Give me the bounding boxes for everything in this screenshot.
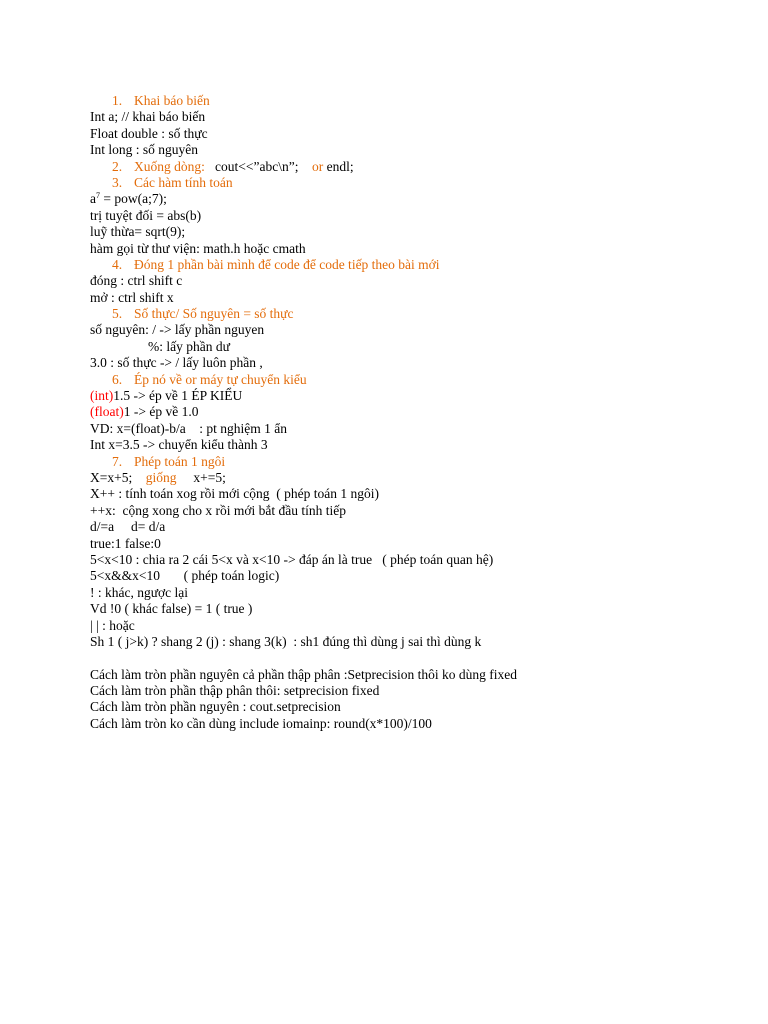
text-line: Vd !0 ( khác false) = 1 ( true ) [90,601,253,617]
expr-left: X=x+5; [90,469,133,485]
section-title: Ép nó về or máy tự chuyển kiểu [134,371,307,387]
section-heading-1 [90,93,730,109]
section-title: Phép toán 1 ngôi [134,453,226,469]
power-base: a [90,191,96,207]
text-line: hàm gọi từ thư viện: math.h hoặc cmath [90,240,306,256]
section-heading-4 [90,257,730,273]
rounding-note: Cách làm tròn ko cần dùng include iomainp: round(x*100)/100 [90,715,432,731]
text-line: 3.0 : số thực -> / lấy luôn phần , [90,355,263,371]
rounding-note: Cách làm tròn phần nguyên cả phần thập phân :Setprecision thôi ko dùng fixed [90,666,518,682]
same-word: giống [145,469,177,485]
code-snippet: cout<<”abc\n”; [215,158,299,174]
text-line: %: lấy phần dư [148,338,230,354]
cast-float-text: 1 -> ép về 1.0 [123,404,199,420]
cast-int-tag: (int) [90,388,114,404]
section-number: 7. [112,453,123,469]
text-line: Float double : số thực [90,125,208,141]
text-line: luỹ thừa= sqrt(9); [90,224,186,240]
section-number: 4. [112,256,123,272]
section-number: 2. [112,158,123,174]
text-line [90,191,730,207]
section-heading-6 [90,372,730,388]
text-line: ! : khác, ngược lại [90,584,189,600]
blank-line [90,650,730,666]
section-number: 5. [112,306,123,322]
text-line: Int x=3.5 -> chuyển kiểu thành 3 [90,437,268,453]
rounding-note: Cách làm tròn phần thập phân thôi: setprecision fixed [90,683,380,699]
section-heading-7 [90,454,730,470]
text-line: X++ : tính toán xog rồi mới cộng ( phép toán 1 ngôi) [90,486,379,502]
expr-right: x+=5; [193,469,226,485]
text-line: ++x: cộng xong cho x rồi mới bắt đầu tính tiếp [90,502,346,518]
section-heading-2 [90,159,730,175]
power-exponent: 7 [96,191,100,201]
text-line [90,470,730,486]
text-line [90,404,730,420]
text-line: | | : hoặc [90,617,135,633]
rounding-note: Cách làm tròn phần nguyên : cout.setprecision [90,699,341,715]
cast-int-text: 1.5 -> ép về 1 ÉP KIỂU [113,388,243,404]
text-line [90,388,730,404]
section-heading-3 [90,175,730,191]
text-line: Int a; // khai báo biến [90,109,206,125]
section-title: Số thực/ Số nguyên = số thực [134,306,294,322]
text-line: 5<x<10 : chia ra 2 cái 5<x và x<10 -> đáp án là true ( phép toán quan hệ) [90,551,494,567]
text-line: Sh 1 ( j>k) ? shang 2 (j) : shang 3(k) : sh1 đúng thì dùng j sai thì dùng k [90,633,482,649]
section-title: Đóng 1 phần bài mình để code để code tiếp theo bài mới [134,256,440,272]
section-number: 1. [112,93,123,108]
section-number: 6. [112,371,123,387]
cast-float-tag: (float) [90,404,124,420]
section-heading-5 [90,306,730,322]
section-title: Các hàm tính toán [134,174,233,190]
section-title: Khai báo biến [134,93,210,108]
section-title: Xuống dòng: [134,158,205,174]
text-line: mở : ctrl shift x [90,289,174,305]
power-rest: = pow(a;7); [100,191,167,207]
text-line: đóng : ctrl shift c [90,273,183,289]
text-line: số nguyên: / -> lấy phần nguyen [90,322,265,338]
text-line: VD: x=(float)-b/a : pt nghiệm 1 ẩn [90,420,287,436]
text-line: trị tuyệt đối = abs(b) [90,207,202,223]
text-line: d/=a d= d/a [90,519,166,535]
section-number: 3. [112,174,123,190]
text-line: true:1 false:0 [90,535,161,551]
text-line: 5<x&&x<10 ( phép toán logic) [90,568,280,584]
code-snippet: endl; [326,158,354,174]
document-body [90,93,730,732]
text-line: Int long : số nguyên [90,142,198,158]
or-word: or [311,158,324,174]
